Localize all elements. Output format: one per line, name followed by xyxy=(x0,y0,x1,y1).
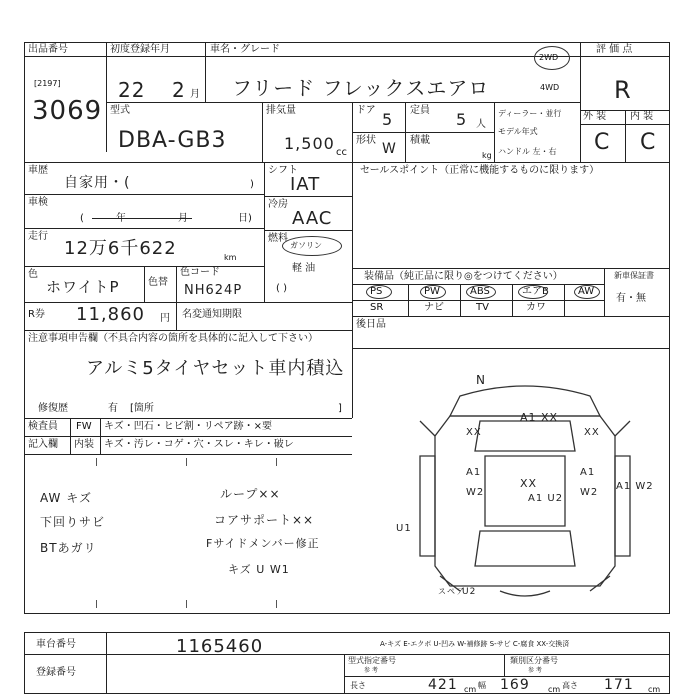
drive-2wd: 2WD xyxy=(539,53,559,62)
score-label: 評 価 点 xyxy=(596,44,633,55)
shift-label: シフト xyxy=(268,165,298,176)
equip-aw-circle xyxy=(574,285,600,299)
ac: AAC xyxy=(292,208,333,229)
legend-fw: FW xyxy=(76,421,92,432)
mark-roof2: A1 U2 xyxy=(528,493,564,504)
door: 5 xyxy=(382,110,394,129)
length-unit: cm xyxy=(464,685,477,694)
recycle-label: R券 xyxy=(28,309,45,320)
mark-right-side: A1 xyxy=(580,467,596,478)
mark-rear-right: A1 W2 xyxy=(616,481,654,492)
handle: ハンドル 左・右 xyxy=(498,147,557,156)
shape-label: 形状 xyxy=(356,135,376,146)
name-label: 車名・グレード xyxy=(210,44,280,55)
door-label: ドア xyxy=(356,105,376,116)
lot-number: 3069 xyxy=(32,96,103,126)
height-label: 高さ xyxy=(562,681,578,690)
ext-label: 外 装 xyxy=(583,111,607,122)
equip-navi: ナビ xyxy=(424,302,444,313)
equip-ps-circle xyxy=(366,285,392,299)
disp-label: 排気量 xyxy=(266,105,296,116)
repair-place: [箇所 xyxy=(130,403,154,414)
width-label: 幅 xyxy=(478,681,486,690)
inspector-note-5: コアサポート×× xyxy=(214,513,315,527)
int-grade: C xyxy=(640,130,657,155)
warranty: 有・無 xyxy=(616,293,646,304)
disp-unit: cc xyxy=(336,147,347,158)
mark-right-front: XX xyxy=(584,427,600,438)
reg-year: 22 xyxy=(118,78,146,102)
chassis: 1165460 xyxy=(176,636,264,657)
history-value: 自家用・( xyxy=(64,175,131,191)
reg-month: 2 xyxy=(172,78,186,102)
model-year: モデル年式 xyxy=(498,127,538,136)
lot-label: 出品番号 xyxy=(28,44,68,55)
inspection-open: ( xyxy=(80,213,84,224)
inspector-note-7: キズ U W1 xyxy=(228,563,290,576)
mileage-value: 12万6千622 xyxy=(64,238,177,259)
reg-num-label: 登録番号 xyxy=(36,667,76,678)
model: DBA-GB3 xyxy=(118,128,227,153)
legend-int-text: キズ・汚レ・コゲ・穴・スレ・キレ・破レ xyxy=(104,439,294,450)
mark-left-front: XX xyxy=(466,427,482,438)
drive-4wd: 4WD xyxy=(540,83,560,92)
lot-sub: [2197] xyxy=(34,79,61,88)
legend-label2: 記入欄 xyxy=(28,439,58,450)
equip-airbag: エアB xyxy=(522,286,549,297)
notes-content: アルミ5タイヤセット車内積込 xyxy=(86,358,345,379)
load-label: 積載 xyxy=(410,135,430,146)
inspector-note-1: AW キズ xyxy=(40,491,92,505)
class-label: 類別区分番号 xyxy=(510,656,558,665)
mark-left-rear: U2 xyxy=(462,587,477,597)
equip-pw-circle xyxy=(420,285,446,299)
warranty-label: 新車保証書 xyxy=(614,271,654,280)
repair-label: 修復歴 xyxy=(38,403,68,414)
chassis-label: 車台番号 xyxy=(36,639,76,650)
recycle-value: 11,860 xyxy=(76,304,145,325)
cap: 5 xyxy=(456,110,468,129)
height: 171 xyxy=(604,677,634,693)
type-label: 型式指定番号 xyxy=(348,656,396,665)
ac-label: 冷房 xyxy=(268,199,288,210)
color-change-label: 色替 xyxy=(148,277,168,288)
sales-label: セールスポイント（正常に機能するものに限ります） xyxy=(360,165,600,176)
cap-label: 定員 xyxy=(410,105,430,116)
fuel-other: ( ) xyxy=(276,283,287,294)
inspection-label: 車検 xyxy=(28,197,48,208)
inspection-year: 年 xyxy=(116,213,126,224)
mark-side: U1 xyxy=(396,523,412,534)
length-label: 長さ xyxy=(350,681,366,690)
recycle-unit: 円 xyxy=(160,313,170,324)
mark-right-mid: W2 xyxy=(580,487,599,498)
after-label: 後日品 xyxy=(356,319,386,330)
notes-label: 注意事項申告欄（不具合内容の箇所を具体的に記入して下さい） xyxy=(28,333,318,344)
equip-tv: TV xyxy=(476,302,489,313)
inspector-note-3: BTあガリ xyxy=(40,541,97,555)
mark-left-mid: W2 xyxy=(466,487,485,498)
mark-front: N xyxy=(476,373,486,387)
name-change-label: 名変通知期限 xyxy=(182,309,242,320)
equip-airbag-circle xyxy=(518,285,548,299)
load-unit: kg xyxy=(482,151,492,160)
equip-abs-circle xyxy=(466,285,496,299)
legend-label1: 検査員 xyxy=(28,421,58,432)
mark-roof: XX xyxy=(520,477,538,490)
legend-fw-text: キズ・凹石・ヒビ割・リペア跡・×要 xyxy=(104,421,272,432)
shift: IAT xyxy=(290,174,321,195)
repair-value: 有 xyxy=(108,403,118,414)
legend-int: 内装 xyxy=(74,439,94,450)
dealer: ディーラー・並行 xyxy=(498,109,562,118)
equip-aw: AW xyxy=(578,286,595,297)
length: 421 xyxy=(428,677,458,693)
inspector-note-4: ループ×× xyxy=(220,487,281,501)
mark-left-side: A1 xyxy=(466,467,482,478)
car-name: フリード フレックスエアロ xyxy=(232,76,490,100)
shape: W xyxy=(382,141,397,157)
ref2: 参 考 xyxy=(528,667,542,674)
height-unit: cm xyxy=(648,685,661,694)
equip-abs: ABS xyxy=(470,286,490,297)
history-label: 車歴 xyxy=(28,165,48,176)
equip-pw: PW xyxy=(424,286,440,297)
mark-bottom: スペア xyxy=(438,587,465,596)
score: R xyxy=(614,76,632,104)
fuel-label: 燃料 xyxy=(268,233,288,244)
inspector-note-6: Fサイドメンバー修正 xyxy=(206,537,320,550)
fuel-petrol: ガソリン xyxy=(290,241,322,250)
mileage-label: 走行 xyxy=(28,231,48,242)
inspector-note-2: 下回りサビ xyxy=(40,515,106,529)
color-label: 色 xyxy=(28,269,38,280)
repair-close: ] xyxy=(338,403,342,414)
mileage-unit: km xyxy=(224,253,237,262)
equip-ps: PS xyxy=(370,286,383,297)
history-close: ) xyxy=(250,179,254,190)
int-label: 内 装 xyxy=(630,111,654,122)
ref1: 参 考 xyxy=(364,667,378,674)
fuel-diesel: 軽 油 xyxy=(292,263,316,274)
inspection-month: 月 xyxy=(178,213,188,224)
equip-leather: カワ xyxy=(526,302,546,313)
inspection-day: 日) xyxy=(238,213,252,224)
ext-grade: C xyxy=(594,130,611,155)
color-value: ホワイトP xyxy=(46,278,120,296)
equip-sr: SR xyxy=(370,302,384,313)
width: 169 xyxy=(500,677,530,693)
cap-unit: 人 xyxy=(476,119,486,130)
mark-hood: A1 XX xyxy=(520,411,559,424)
color-code-label: 色コード xyxy=(180,267,220,278)
reg-label: 初度登録年月 xyxy=(110,44,170,55)
damage-legend: A-キズ E-エクボ U-凹み W-補修跡 S-サビ C-腐食 XX-交換済 xyxy=(380,640,570,648)
color-code: NH624P xyxy=(184,283,243,298)
model-label: 型式 xyxy=(110,105,130,116)
equipment-label: 装備品（純正品に限り◎をつけてください） xyxy=(364,271,563,282)
reg-month-unit: 月 xyxy=(190,89,200,100)
disp: 1,500 xyxy=(284,134,335,153)
width-unit: cm xyxy=(548,685,561,694)
